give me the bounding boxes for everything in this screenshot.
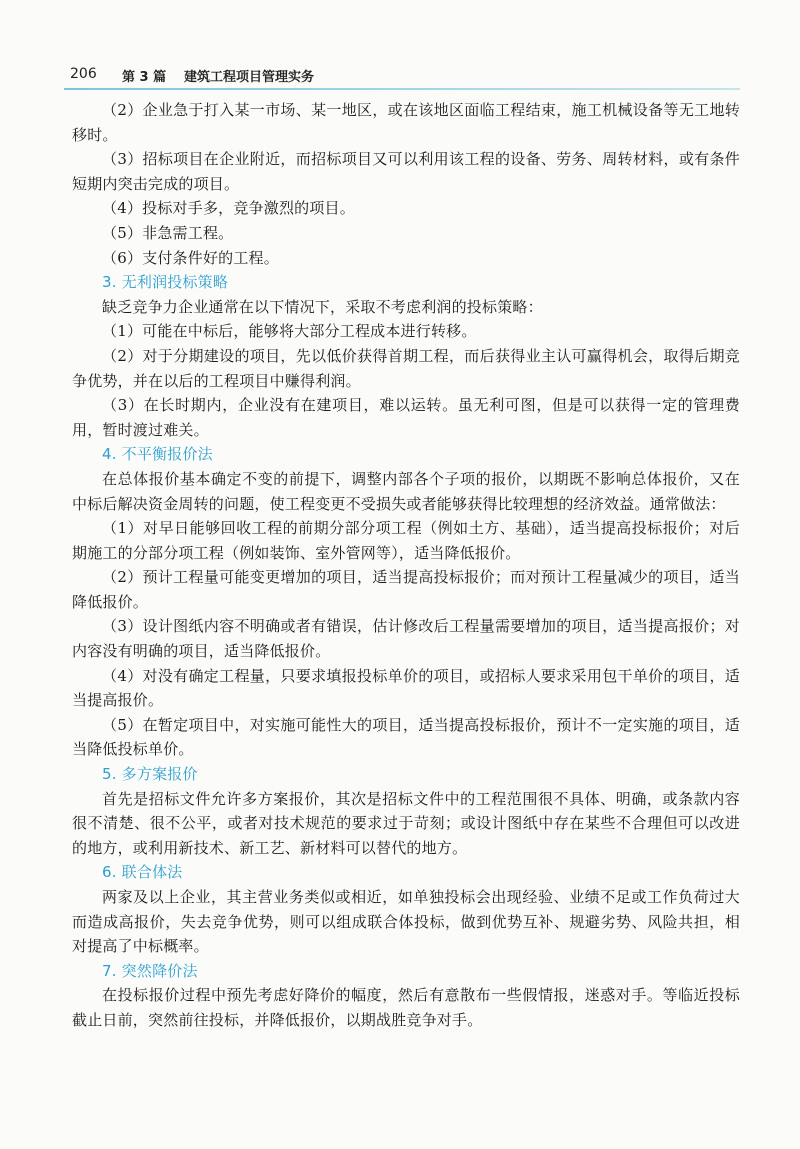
book-title: 建筑工程项目管理实务 (184, 70, 315, 85)
paragraph: 两家及以上企业，其主营业务类似或相近，如单独投标会出现经验、业绩不足或工作负荷过大而造成高报价，失去竞争优势，则可以组成联合体投标，做到优势互补、规避劣势、风险共担，相对提高了中标概率。 (72, 888, 740, 956)
paragraph: （4）对没有确定工程量，只要求填报投标单价的项目，或招标人要求采用包干单价的项目，适当提高报价。 (72, 666, 740, 710)
paragraph: （2）预计工程量可能变更增加的项目，适当提高投标报价；而对预计工程量减少的项目，适当降低报价。 (72, 568, 740, 611)
paragraph: （1）对早日能够回收工程的前期分部分项工程（例如土方、基础），适当提高投标报价；对后期施工的分部分项工程（例如装饰、室外管网等），适当降低报价。 (72, 519, 740, 562)
part-label: 第 3 篇 (122, 70, 167, 85)
paragraph: （5）非急需工程。 (102, 223, 234, 242)
paragraph: （3）设计图纸内容不明确或者有错误，估计修改后工程量需要增加的项目，适当提高报价；对内容没有明确的项目，适当降低报价。 (72, 617, 740, 661)
paragraph: （3）招标项目在企业附近，而招标项目又可以利用该工程的设备、劳务、周转材料，或有条件短期内突击完成的项目。 (72, 150, 740, 193)
paragraph: （2）企业急于打入某一市场、某一地区，或在该地区面临工程结束，施工机械设备等无工地转移时。 (72, 101, 740, 144)
paragraph: （5）在暂定项目中，对实施可能性大的项目，适当提高投标报价，预计不一定实施的项目，适当降低投标单价。 (72, 715, 740, 759)
section-heading: 3. 无利润投标策略 (102, 273, 229, 292)
paragraph: 在总体报价基本确定不变的前提下，调整内部各个子项的报价，以期既不影响总体报价，又在中标后解决资金周转的问题，使工程变更不受损失或者能够获得比较理想的经济效益。通常做法： (72, 469, 740, 513)
header-rule (64, 88, 740, 90)
paragraph: 首先是招标文件允许多方案报价，其次是招标文件中的工程范围很不具体、明确，或条款内容很不清楚、很不公平，或者对技术规范的要求过于苛刻；或设计图纸中存在某些不合理但可以改进的地方，或利用新技术、新工艺、新材料可以替代的地方。 (72, 789, 740, 857)
paragraph: （1）可能在中标后，能够将大部分工程成本进行转移。 (102, 322, 477, 341)
running-header (64, 66, 734, 88)
paragraph: （4）投标对手多，竞争激烈的项目。 (102, 199, 355, 218)
section-heading: 5. 多方案报价 (102, 765, 198, 784)
section-heading: 7. 突然降价法 (102, 961, 198, 980)
section-heading: 6. 联合体法 (102, 863, 183, 882)
paragraph: 缺乏竞争力企业通常在以下情况下，采取不考虑利润的投标策略： (102, 297, 543, 316)
page-number: 206 (70, 66, 97, 82)
section-heading: 4. 不平衡报价法 (102, 445, 213, 464)
paragraph: （6）支付条件好的工程。 (102, 248, 279, 267)
paragraph: 在投标报价过程中预先考虑好降价的幅度，然后有意散布一些假情报，迷惑对手。等临近投标截止日前，突然前往投标，并降低报价，以期战胜竞争对手。 (72, 986, 740, 1029)
paragraph: （3）在长时期内，企业没有在建项目，难以运转。虽无利可图，但是可以获得一定的管理费用，暂时渡过难关。 (72, 396, 740, 439)
paragraph: （2）对于分期建设的项目，先以低价获得首期工程，而后获得业主认可赢得机会，取得后期竞争优势，并在以后的工程项目中赚得利润。 (72, 346, 740, 390)
page-body (72, 98, 740, 1033)
